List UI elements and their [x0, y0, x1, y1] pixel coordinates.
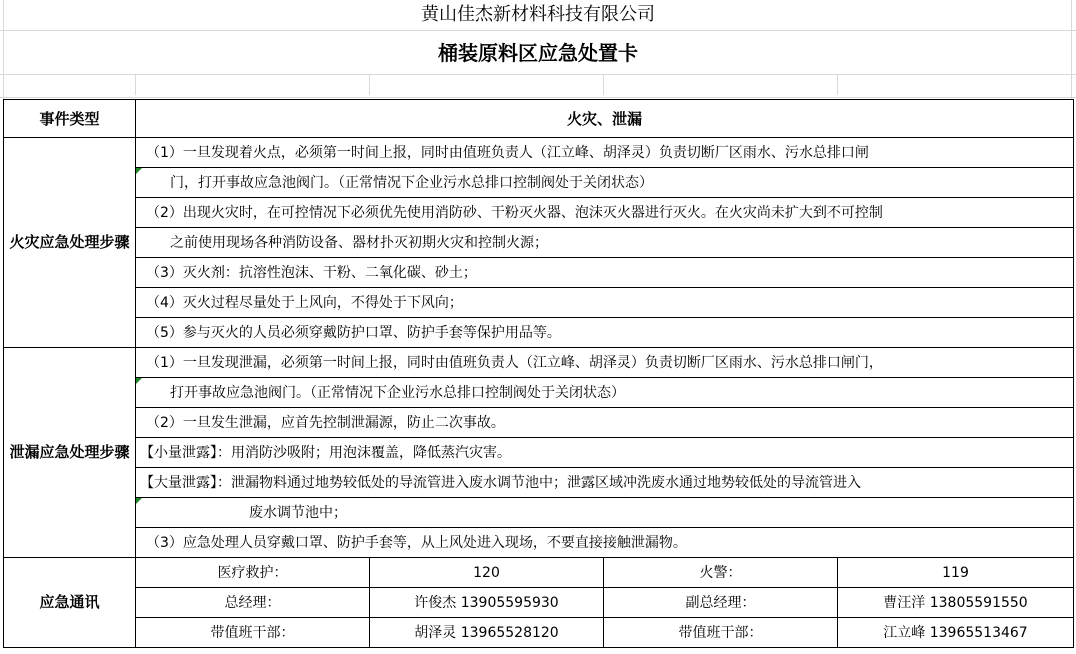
fire-step-line: （5）参与灭火的人员必须穿戴防护口罩、防护手套等保护用品等。	[136, 318, 1074, 348]
contact-role: 带值班干部：	[604, 618, 838, 648]
fire-step-line: （1）一旦发现着火点，必须第一时间上报，同时由值班负责人（江立峰、胡泽灵）负责切断厂区雨水、污水总排口闸	[136, 138, 1074, 168]
fire-step-line: （3）灭火剂：抗溶性泡沫、干粉、二氧化碳、砂土；	[136, 258, 1074, 288]
leak-step-text: 废水调节池中；	[249, 504, 347, 521]
cell-note-marker	[136, 498, 142, 504]
leak-row	[4, 408, 1074, 438]
gridline	[603, 75, 604, 95]
leak-row	[4, 528, 1074, 558]
contact-number: 江立峰 13965513467	[838, 618, 1074, 648]
company-name: 黄山佳杰新材料科技有限公司	[421, 4, 655, 25]
fire-row	[4, 288, 1074, 318]
contact-number: 曹汪洋 13805591550	[838, 588, 1074, 618]
event-type-row	[4, 100, 1074, 138]
card-title: 桶装原料区应急处置卡	[438, 41, 638, 65]
leak-step-line: 【大量泄露】：泄漏物料通过地势较低处的导流管进入废水调节池中；泄露区域冲洗废水通过地势较低处的导流管进入	[136, 468, 1074, 498]
fire-row	[4, 258, 1074, 288]
contact-role: 总经理：	[136, 588, 370, 618]
gridline	[837, 75, 838, 95]
cell-note-marker	[136, 168, 142, 174]
leak-row	[4, 378, 1074, 408]
leak-step-line	[136, 498, 1074, 528]
contact-number: 胡泽灵 13965528120	[370, 618, 604, 648]
leak-row	[4, 498, 1074, 528]
fire-step-line: 之前使用现场各种消防设备、器材扑灭初期火灾和控制火源；	[136, 228, 1074, 258]
fire-row	[4, 228, 1074, 258]
leak-step-line: （1）一旦发现泄漏，必须第一时间上报，同时由值班负责人（江立峰、胡泽灵）负责切断厂区雨水、污水总排口闸门，	[136, 348, 1074, 378]
leak-row	[4, 348, 1074, 378]
fire-step-text: 门，打开事故应急池阀门。（正常情况下企业污水总排口控制阀处于关闭状态）	[170, 174, 653, 191]
contact-row	[4, 558, 1074, 588]
leak-step-line	[136, 378, 1074, 408]
contact-number: 119	[838, 558, 1074, 588]
gridline	[369, 75, 370, 95]
event-type-value: 火灾、泄漏	[136, 100, 1074, 138]
leak-step-line: （3）应急处理人员穿戴口罩、防护手套等，从上风处进入现场，不要直接接触泄漏物。	[136, 528, 1074, 558]
leak-section-label: 泄漏应急处理步骤	[4, 348, 136, 558]
gridline	[0, 30, 1076, 31]
fire-row	[4, 198, 1074, 228]
contact-role: 医疗救护：	[136, 558, 370, 588]
gridline	[135, 75, 136, 95]
fire-section-label: 火灾应急处理步骤	[4, 138, 136, 348]
contact-role: 火警：	[604, 558, 838, 588]
contact-row	[4, 618, 1074, 648]
contact-number: 120	[370, 558, 604, 588]
leak-step-line: （2）一旦发生泄漏，应首先控制泄漏源，防止二次事故。	[136, 408, 1074, 438]
fire-step-line	[136, 168, 1074, 198]
fire-step-line: （2）出现火灾时，在可控情况下必须优先使用消防砂、干粉灭火器、泡沫灭火器进行灭火。在火灾尚未扩大到不可控制	[136, 198, 1074, 228]
contact-number: 许俊杰 13905595930	[370, 588, 604, 618]
contact-row	[4, 588, 1074, 618]
leak-step-line: 【小量泄露】：用消防沙吸附；用泡沫覆盖，降低蒸汽灾害。	[136, 438, 1074, 468]
contact-role: 副总经理：	[604, 588, 838, 618]
fire-row	[4, 138, 1074, 168]
leak-row	[4, 468, 1074, 498]
event-type-label: 事件类型	[4, 100, 136, 138]
leak-step-text: 打开事故应急池阀门。（正常情况下企业污水总排口控制阀处于关闭状态）	[170, 384, 625, 401]
contacts-section-label: 应急通讯	[4, 558, 136, 648]
gridline	[0, 97, 1076, 98]
cell-note-marker	[136, 378, 142, 384]
leak-row	[4, 438, 1074, 468]
emergency-card-table	[3, 99, 1074, 648]
fire-row	[4, 168, 1074, 198]
fire-row	[4, 318, 1074, 348]
fire-step-line: （4）灭火过程尽量处于上风向，不得处于下风向；	[136, 288, 1074, 318]
gridline	[0, 74, 1076, 75]
contact-role: 带值班干部：	[136, 618, 370, 648]
